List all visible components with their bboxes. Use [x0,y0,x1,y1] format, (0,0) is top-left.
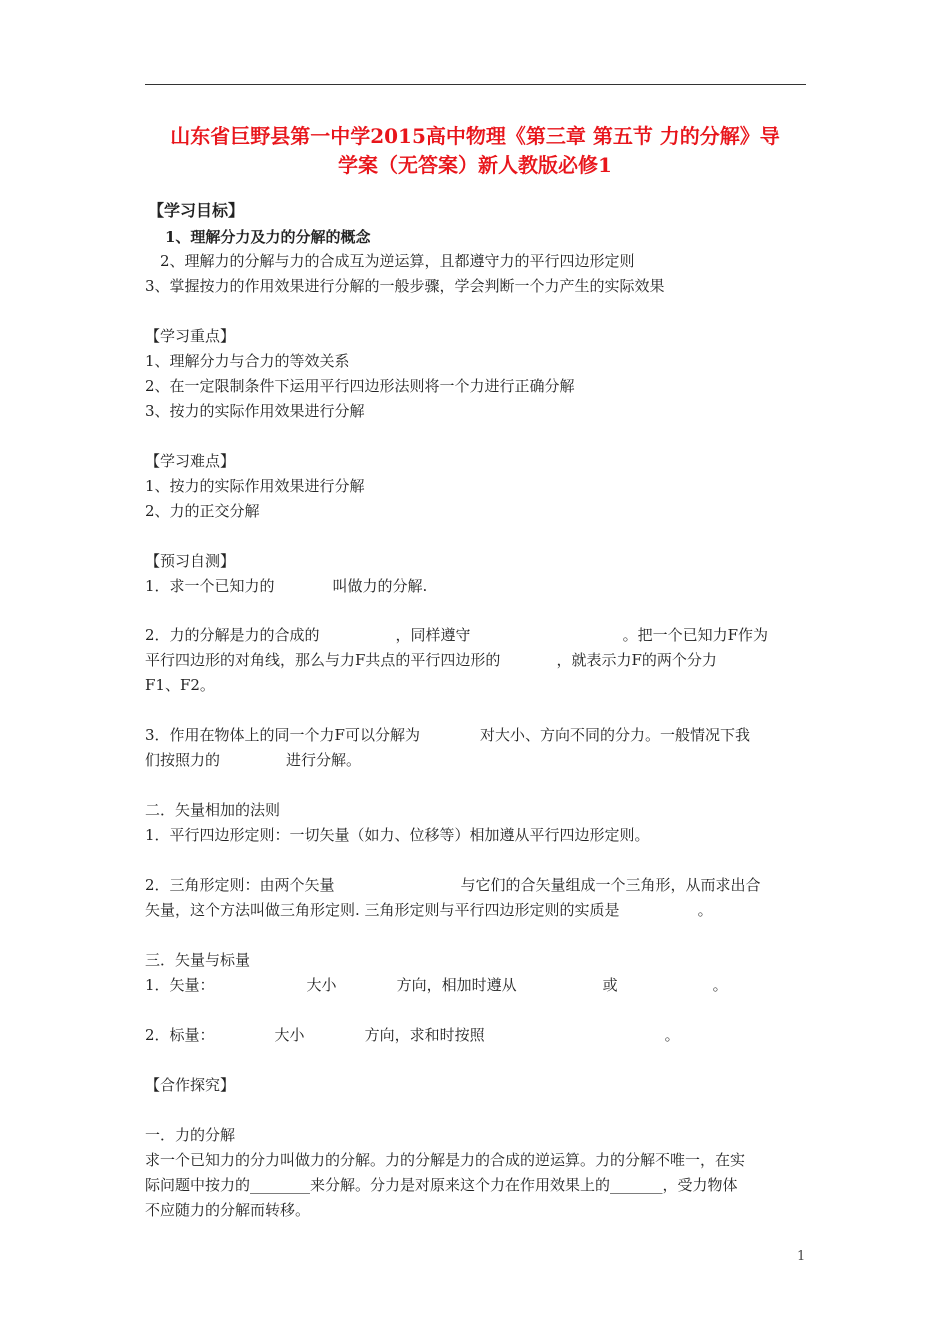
explore-text-2b: 来分解。分力是对原来这个力在作用效果上的 [310,1176,611,1194]
r2-text-a: 2．三角形定则：由两个矢量 [145,876,335,894]
r2-text-b: 与它们的合矢量组成一个三角形，从而求出合 [460,876,761,894]
r2-text-c: 矢量，这个方法叫做三角形定则. 三角形定则与平行四边形定则的 [145,901,575,919]
preview-q2-line1 [145,625,768,645]
difficulty-2: 2、力的正交分解 [145,502,260,520]
q2-text-b: ，同样遵守 [395,626,471,644]
q2-text-e: 与力F共点的平行四边形的 [325,651,501,669]
vector-text-d: 或 [602,976,618,994]
explore-text-1b: 力的分解不唯一，在实 [595,1151,746,1169]
vector-rule-2-line1 [145,875,761,895]
answer-blank-line: ________ [250,1176,311,1194]
scalar-text-b: 大小 [274,1026,305,1044]
scalar-text-e: 。 [664,1026,680,1044]
vector-rule-2-line2 [145,900,713,920]
preview-q2-line2 [145,650,717,670]
explore-heading: 【合作探究】 [145,1076,236,1094]
title-line-1: 山东省巨野县第一中学2015高中物理《第三章 第五节 力的分解》导 [170,124,780,148]
vector-definition [145,975,728,995]
r2-text-d: 实质是 [574,901,620,919]
r2-text-e: 。 [697,901,713,919]
goals-heading: 【学习目标】 [148,201,245,220]
vector-text-b: 大小 [306,976,337,994]
explore-paragraph-line1 [145,1150,745,1170]
key-point-2: 2、在一定限制条件下运用平行四边形法则将一个力进行正确分解 [145,377,575,395]
vector-rules-heading: 二．矢量相加的法则 [145,801,281,819]
q3-text-a: 3．作用在物体上的同一个力F可以分解为 [145,726,420,744]
vector-text-c: 方向，相加时遵从 [396,976,517,994]
q2-text-f: ，就表示力F的两个分力 [556,651,717,669]
difficulties-heading: 【学习难点】 [145,452,236,470]
q2-text-d: 平行四边形的对角线，那么 [145,651,326,669]
vector-text-a: 1．矢量： [145,976,215,994]
vector-rule-1: 1．平行四边形定则：一切矢量（如力、位移等）相加遵从平行四边形定则。 [145,826,650,844]
key-point-3: 3、按力的实际作用效果进行分解 [145,402,365,420]
preview-q1 [145,576,427,596]
preview-heading: 【预习自测】 [145,552,236,570]
vector-scalar-heading: 三．矢量与标量 [145,951,251,969]
q3-text-b: 对大小、方向不同的分力。一般情况下我 [479,726,750,744]
explore-paragraph-line3: 不应随力的分解而转移。 [145,1201,311,1219]
answer-blank-line: _______ [610,1176,663,1194]
document-title [130,122,820,180]
q3-text-d: 进行分解。 [286,751,362,769]
title-line-2: 学案（无答案）新人教版必修1 [338,153,612,177]
scalar-definition [145,1025,680,1045]
preview-q3-line2 [145,750,361,770]
preview-q2-line3: F1、F2。 [145,676,215,694]
goal-item-3: 3、掌握按力的作用效果进行分解的一般步骤，学会判断一个力产生的实际效果 [145,277,665,295]
goal-item-2: 2、理解力的分解与力的合成互为逆运算，且都遵守力的平行四边形定则 [160,252,635,270]
explore-text-2a: 际问题中按力的 [145,1176,251,1194]
explore-text-1: 求一个已知力的分力叫做力的分解。力的分解是力的合成的逆运算。 [145,1151,596,1169]
q2-text-a: 2．力的分解是力的合成的 [145,626,320,644]
q1-text-b: 叫做力的分解. [332,577,428,595]
preview-q3-line1 [145,725,750,745]
q1-text-a: 1．求一个已知力的 [145,577,275,595]
q2-text-c: 。把一个已知力F作为 [622,626,768,644]
key-point-1: 1、理解分力与合力的等效关系 [145,352,350,370]
vector-text-e: 。 [712,976,728,994]
scalar-text-a: 2．标量： [145,1026,215,1044]
explore-paragraph-line2 [145,1175,738,1195]
key-points-heading: 【学习重点】 [145,327,236,345]
explore-subheading: 一．力的分解 [145,1126,236,1144]
explore-text-2c: ，受力物体 [662,1176,738,1194]
page-number: 1 [797,1249,806,1264]
difficulty-1: 1、按力的实际作用效果进行分解 [145,477,365,495]
header-rule [145,84,806,85]
scalar-text-c: 方向，求和时按照 [364,1026,485,1044]
goal-item-1: 1、理解分力及力的分解的概念 [165,228,371,246]
q3-text-c: 们按照力的 [145,751,221,769]
